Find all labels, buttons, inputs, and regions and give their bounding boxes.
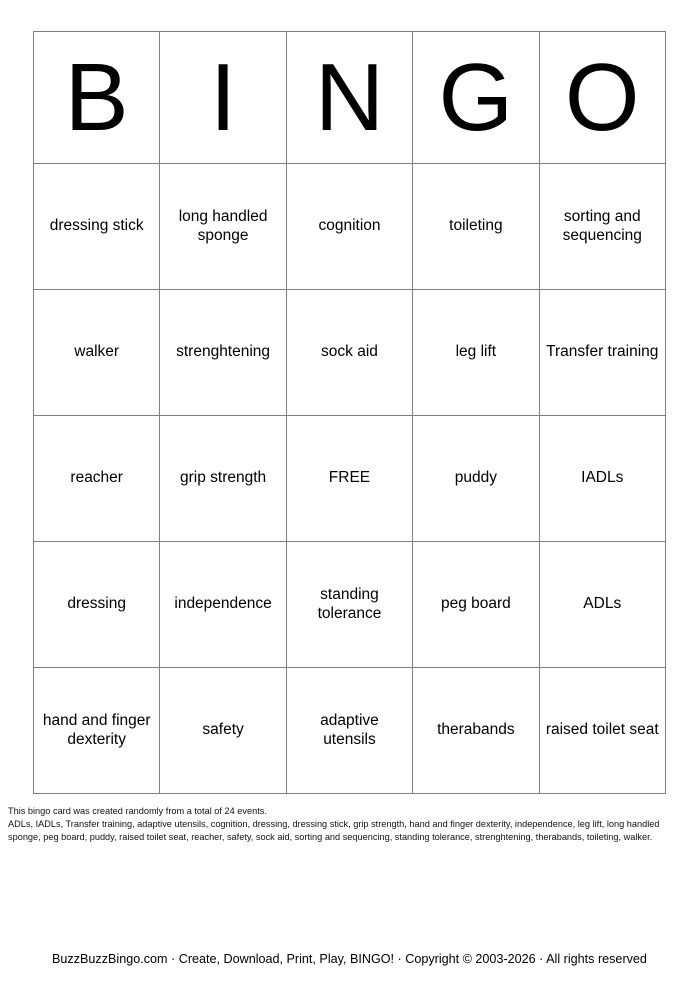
bingo-header-letter-b: B — [34, 32, 160, 164]
bingo-card — [33, 31, 665, 793]
bingo-cell[interactable]: sock aid — [286, 290, 412, 416]
bingo-cell[interactable]: therabands — [413, 668, 539, 794]
bingo-cell[interactable]: dressing — [34, 542, 160, 668]
bingo-cell[interactable]: walker — [34, 290, 160, 416]
bingo-header-letter-o: O — [539, 32, 665, 164]
bingo-cell[interactable]: grip strength — [160, 416, 286, 542]
bingo-row — [34, 416, 666, 542]
bingo-cell[interactable]: puddy — [413, 416, 539, 542]
bingo-cell[interactable]: Transfer training — [539, 290, 665, 416]
bingo-cell[interactable]: hand and finger dexterity — [34, 668, 160, 794]
fineprint-event-list: ADLs, IADLs, Transfer training, adaptive utensils, cognition, dressing, dressing stick, grip strength, hand and finger dexterity, independence, leg lift, long handled sponge, peg board, puddy, raised toilet seat, reacher, safety, sock aid, sorting and sequencing, standing tolerance, strenghtening, therabands, toileting, walker. — [8, 819, 660, 843]
bingo-row — [34, 164, 666, 290]
bingo-row — [34, 542, 666, 668]
bingo-cell[interactable]: safety — [160, 668, 286, 794]
bingo-row — [34, 668, 666, 794]
bingo-cell[interactable]: long handled sponge — [160, 164, 286, 290]
bingo-cell[interactable]: leg lift — [413, 290, 539, 416]
fineprint-summary: This bingo card was created randomly from a total of 24 events. — [8, 806, 267, 816]
bingo-cell[interactable]: ADLs — [539, 542, 665, 668]
card-fineprint — [8, 805, 692, 844]
bingo-cell[interactable]: dressing stick — [34, 164, 160, 290]
bingo-cell[interactable]: standing tolerance — [286, 542, 412, 668]
bingo-header-letter-g: G — [413, 32, 539, 164]
bingo-row — [34, 290, 666, 416]
bingo-header-letter-n: N — [286, 32, 412, 164]
bingo-header-row — [34, 32, 666, 164]
bingo-cell[interactable]: IADLs — [539, 416, 665, 542]
bingo-cell[interactable]: toileting — [413, 164, 539, 290]
bingo-header-letter-i: I — [160, 32, 286, 164]
bingo-cell[interactable]: strenghtening — [160, 290, 286, 416]
bingo-cell[interactable]: peg board — [413, 542, 539, 668]
bingo-cell[interactable]: raised toilet seat — [539, 668, 665, 794]
bingo-cell[interactable]: independence — [160, 542, 286, 668]
bingo-grid-body — [34, 32, 666, 794]
bingo-cell[interactable]: reacher — [34, 416, 160, 542]
bingo-cell[interactable]: sorting and sequencing — [539, 164, 665, 290]
bingo-cell-free-space[interactable]: FREE — [286, 416, 412, 542]
page-footer — [0, 952, 699, 967]
bingo-cell[interactable]: cognition — [286, 164, 412, 290]
bingo-grid — [33, 31, 666, 794]
footer-text: BuzzBuzzBingo.com · Create, Download, Print, Play, BINGO! · Copyright © 2003-2026 · All rights reserved — [52, 952, 647, 966]
bingo-cell[interactable]: adaptive utensils — [286, 668, 412, 794]
